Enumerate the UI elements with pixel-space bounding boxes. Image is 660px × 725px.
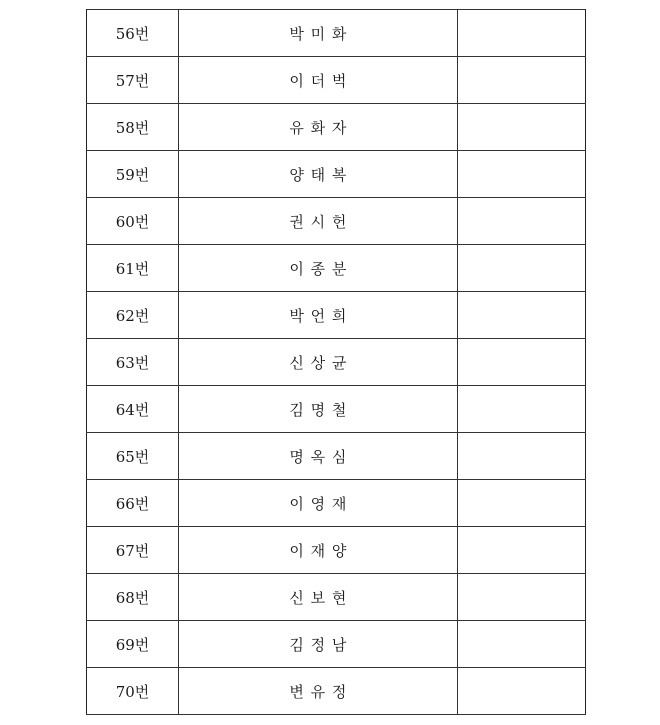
roster-table (86, 9, 586, 715)
table-row (87, 668, 586, 715)
note-cell (457, 292, 585, 339)
row-number-cell: 65번 (87, 433, 179, 480)
note-cell (457, 527, 585, 574)
row-number-cell: 66번 (87, 480, 179, 527)
name-cell: 이영재 (179, 480, 458, 527)
row-number-cell: 69번 (87, 621, 179, 668)
table-row (87, 574, 586, 621)
row-number-cell: 56번 (87, 10, 179, 57)
note-cell (457, 386, 585, 433)
table-row (87, 104, 586, 151)
name-cell: 명옥심 (179, 433, 458, 480)
row-number-cell: 68번 (87, 574, 179, 621)
name-cell: 신상균 (179, 339, 458, 386)
note-cell (457, 621, 585, 668)
table-row (87, 198, 586, 245)
row-number-cell: 64번 (87, 386, 179, 433)
table-row (87, 621, 586, 668)
table-row (87, 292, 586, 339)
note-cell (457, 151, 585, 198)
name-cell: 박언희 (179, 292, 458, 339)
note-cell (457, 339, 585, 386)
row-number-cell: 62번 (87, 292, 179, 339)
roster-body (87, 10, 586, 715)
name-cell: 권시헌 (179, 198, 458, 245)
note-cell (457, 574, 585, 621)
table-row (87, 151, 586, 198)
table-row (87, 339, 586, 386)
name-cell: 이재양 (179, 527, 458, 574)
table-row (87, 245, 586, 292)
name-cell: 양태복 (179, 151, 458, 198)
table-row (87, 10, 586, 57)
table-row (87, 57, 586, 104)
name-cell: 김명철 (179, 386, 458, 433)
row-number-cell: 61번 (87, 245, 179, 292)
table-row (87, 480, 586, 527)
name-cell: 박미화 (179, 10, 458, 57)
row-number-cell: 58번 (87, 104, 179, 151)
note-cell (457, 198, 585, 245)
name-cell: 김정남 (179, 621, 458, 668)
note-cell (457, 104, 585, 151)
note-cell (457, 57, 585, 104)
row-number-cell: 70번 (87, 668, 179, 715)
table-row (87, 386, 586, 433)
table-row (87, 433, 586, 480)
row-number-cell: 63번 (87, 339, 179, 386)
name-cell: 신보현 (179, 574, 458, 621)
name-cell: 변유정 (179, 668, 458, 715)
name-cell: 유화자 (179, 104, 458, 151)
note-cell (457, 433, 585, 480)
row-number-cell: 67번 (87, 527, 179, 574)
note-cell (457, 245, 585, 292)
note-cell (457, 480, 585, 527)
row-number-cell: 60번 (87, 198, 179, 245)
table-row (87, 527, 586, 574)
row-number-cell: 57번 (87, 57, 179, 104)
name-cell: 이종분 (179, 245, 458, 292)
row-number-cell: 59번 (87, 151, 179, 198)
name-cell: 이더벅 (179, 57, 458, 104)
note-cell (457, 668, 585, 715)
note-cell (457, 10, 585, 57)
